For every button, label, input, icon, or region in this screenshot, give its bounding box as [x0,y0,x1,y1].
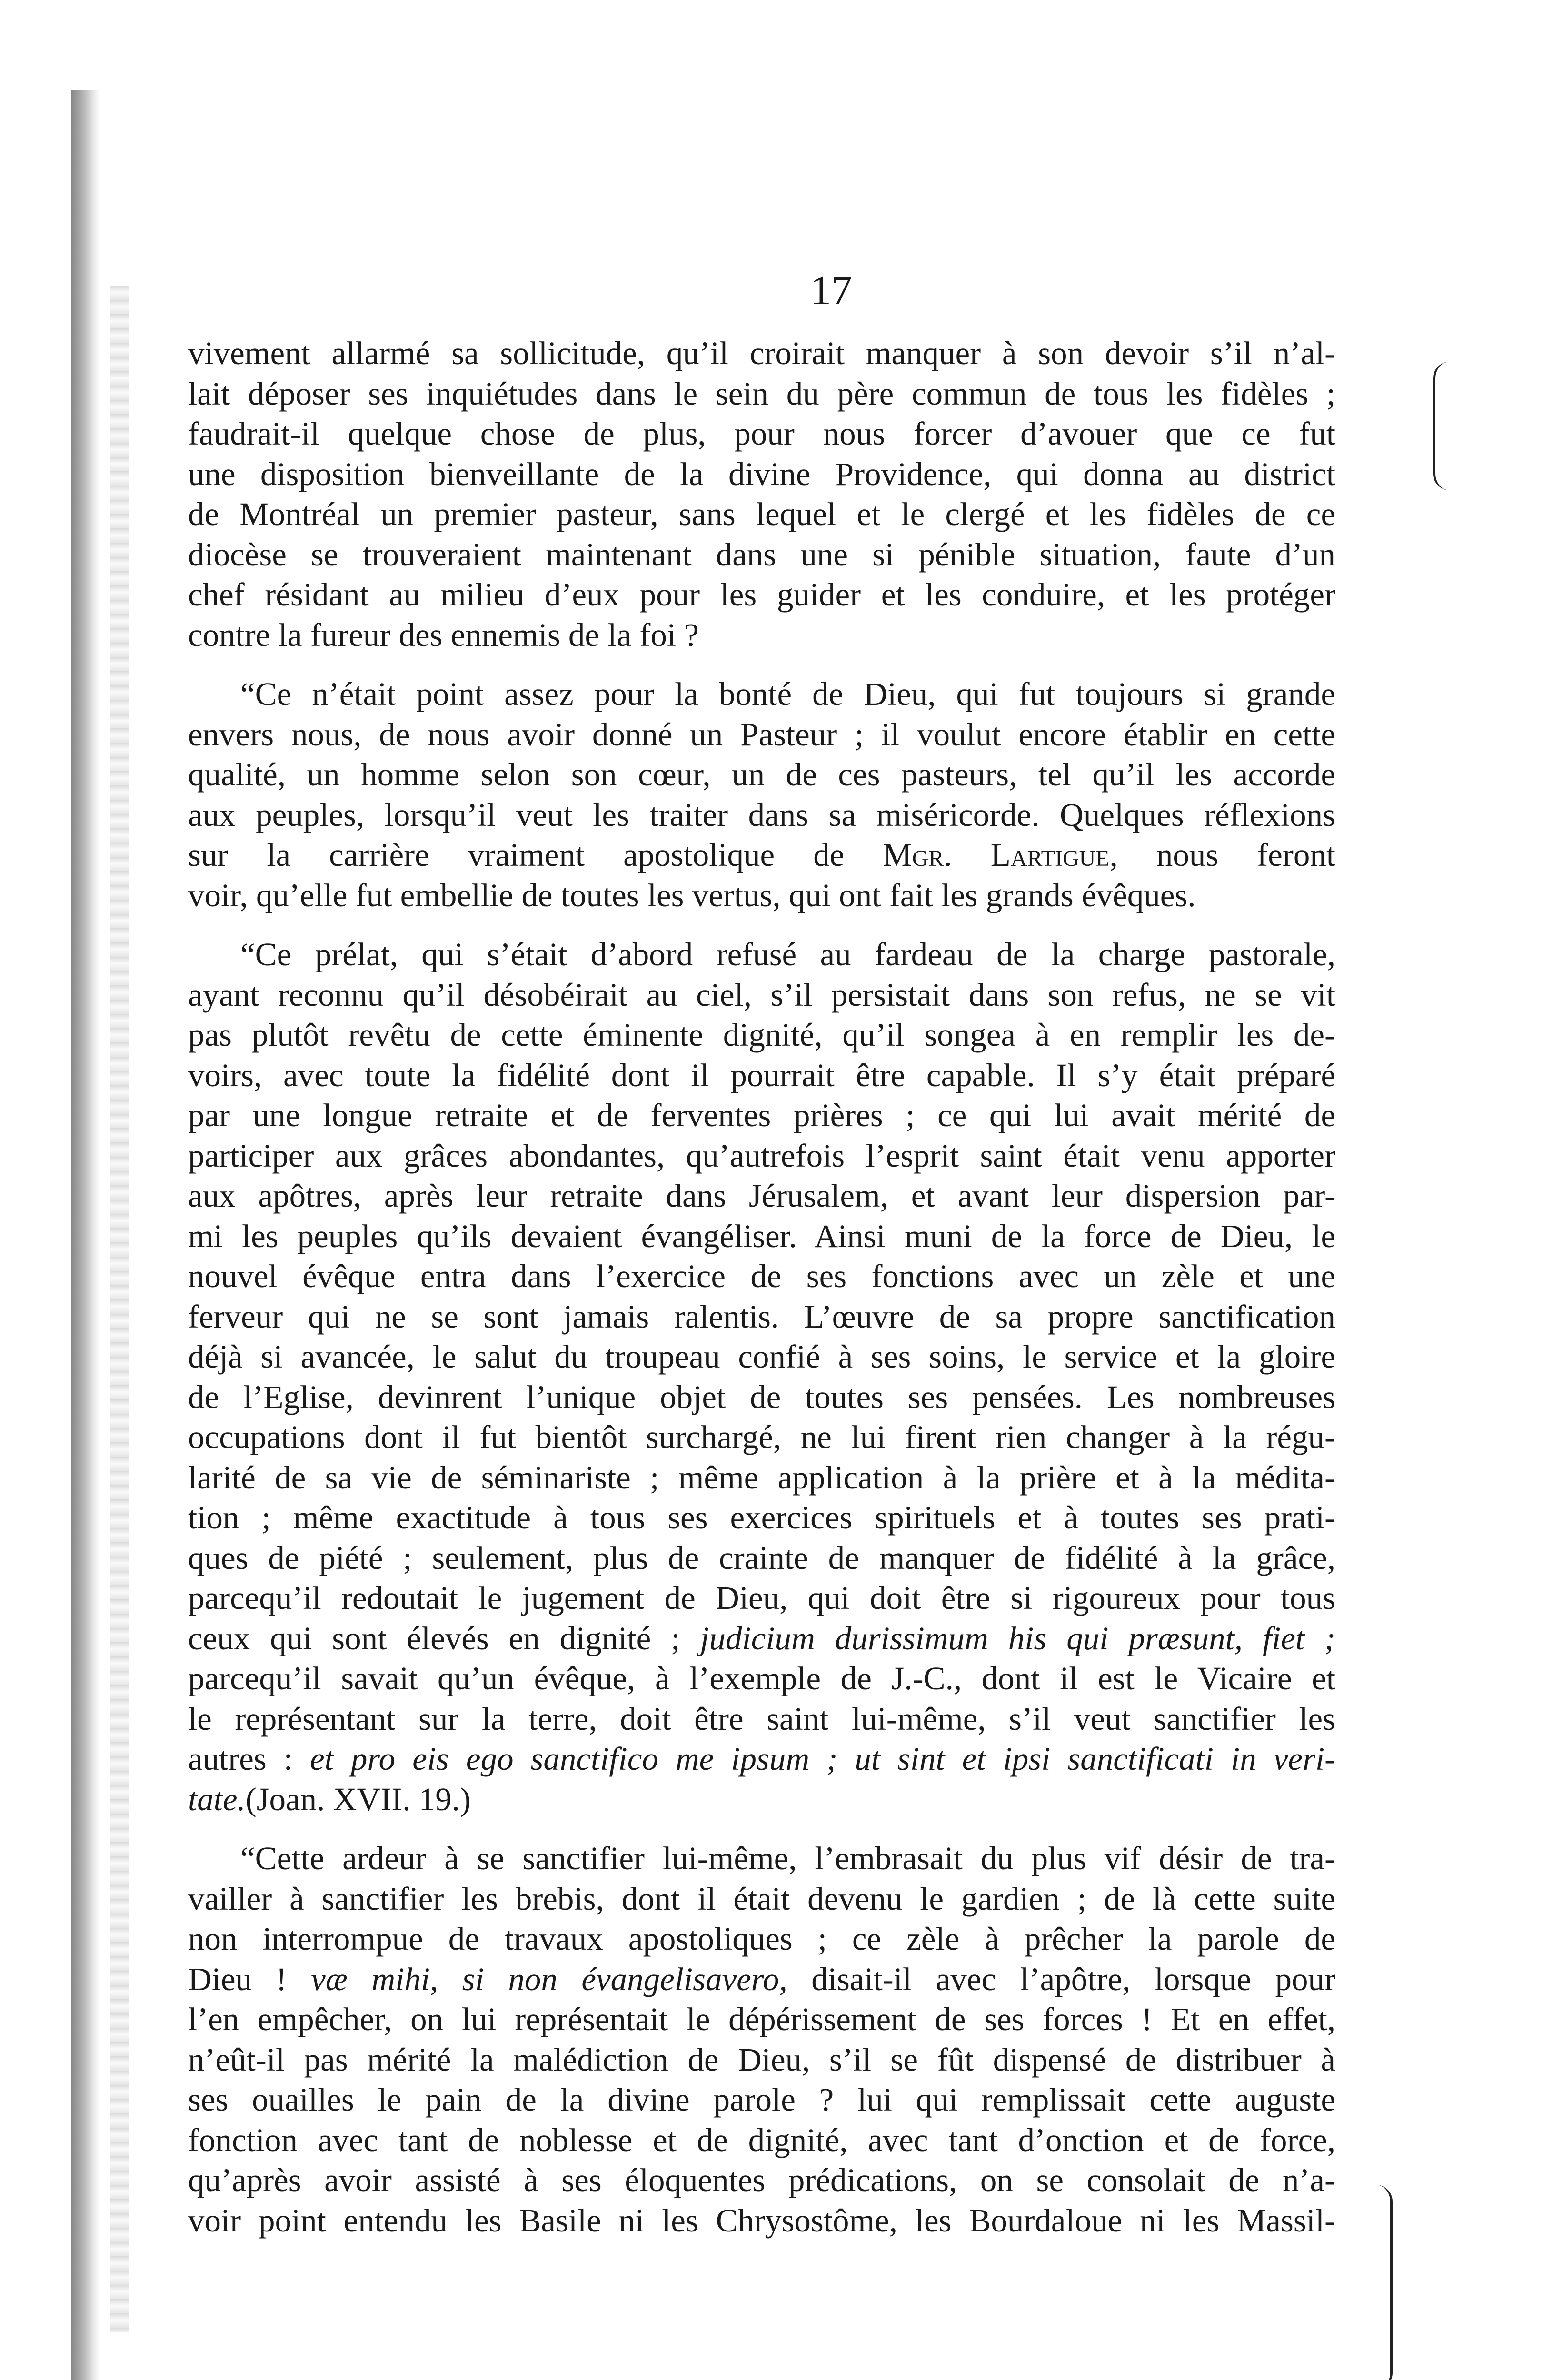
text-line: contre la fureur des ennemis de la foi ? [188,616,699,653]
margin-bracket-mark [1433,362,1450,490]
text-line: le représentant sur la terre, doit être saint lui-même, s’il veut sanctifier les [188,1700,1335,1737]
text-line [188,1779,1335,1820]
text-line: ques de piété ; seulement, plus de crainte de manquer de fidélité à la grâce, [188,1539,1335,1576]
margin-bracket-mark [1376,2185,1393,2380]
text-line: qualité, un homme selon son cœur, un de ces pasteurs, tel qu’il les accorde [188,756,1335,793]
page-binding-texture [110,286,129,2332]
text-line: “Cette ardeur à se sanctifier lui-même, l’embrasait du plus vif désir de tra- [240,1840,1335,1876]
text-line: n’eût-il pas mérité la malédiction de Dieu, s’il se fût dispensé de distribuer à [188,2041,1335,2078]
text-line: ayant reconnu qu’il désobéirait au ciel, s’il persistait dans son refus, ne se vit [188,976,1335,1013]
text-line: aux peuples, lorsqu’il veut les traiter dans sa miséricorde. Quelques réflexions [188,796,1335,833]
person-name: Lartigue, [990,837,1118,873]
text-segment: Dieu ! [188,1961,287,1997]
text-line: “Ce n’était point assez pour la bonté de Dieu, qui fut toujours si grande [240,676,1335,712]
text-line: envers nous, de nous avoir donné un Pasteur ; il voulut encore établir en cette [188,716,1335,753]
text-line: pas plutôt revêtu de cette éminente dignité, qu’il songea à en remplir les de- [188,1017,1335,1053]
body-text [188,333,1335,2241]
text-segment: autres : [188,1741,293,1777]
text-line: participer aux grâces abondantes, qu’autrefois l’esprit saint était venu apporter [188,1137,1335,1174]
text-line: diocèse se trouveraient maintenant dans une si pénible situation, faute d’un [188,536,1335,573]
latin-quote: et pro eis ego sanctifico me ipsum ; ut sint et ipsi sanctificati in veri- [310,1741,1335,1777]
text-segment: nous feront [1156,837,1336,873]
text-line: “Ce prélat, qui s’était d’abord refusé au fardeau de la charge pastorale, [240,936,1335,972]
text-line: larité de sa vie de séminariste ; même application à la prière et à la médita- [188,1459,1335,1496]
text-line: faudrait-il quelque chose de plus, pour nous forcer d’avouer que ce fut [188,416,1335,452]
text-line: mi les peuples qu’ils devaient évangéliser. Ainsi muni de la force de Dieu, le [188,1218,1335,1254]
paragraph-2 [188,674,1335,915]
text-line [188,1618,1335,1659]
text-line [188,1739,1335,1779]
page-number: 17 [810,268,852,314]
scripture-reference: (Joan. XVII. 19.) [245,1781,471,1817]
text-line: nouvel évêque entra dans l’exercice de ses fonctions avec un zèle et une [188,1258,1335,1294]
text-line: non interrompue de travaux apostoliques ; ce zèle à prêcher la parole de [188,1921,1335,1957]
text-line: une disposition bienveillante de la divine Providence, qui donna au district [188,456,1335,492]
text-line: lait déposer ses inquiétudes dans le sein du père commun de tous les fidèles ; [188,375,1335,412]
text-segment: sur la carrière vraiment apostolique de [188,837,845,873]
text-line: fonction avec tant de noblesse et de dignité, avec tant d’onction et de force, [188,2122,1335,2158]
text-line: vivement allarmé sa sollicitude, qu’il croirait manquer à son devoir s’il n’al- [188,335,1335,371]
text-line: parcequ’il savait qu’un évêque, à l’exemple de J.-C., dont il est le Vicaire et [188,1660,1335,1696]
text-line: de Montréal un premier pasteur, sans lequel et le clergé et les fidèles de ce [188,496,1335,532]
text-line: chef résidant au milieu d’eux pour les guider et les conduire, et les protéger [188,576,1335,613]
page-binding-shadow [71,90,100,2380]
latin-quote: judicium durissimum his qui præsunt, fiet ; [700,1620,1336,1656]
text-line: ses ouailles le pain de la divine parole ? lui qui remplissait cette auguste [188,2082,1335,2118]
text-line: parcequ’il redoutait le jugement de Dieu, qui doit être si rigoureux pour tous [188,1580,1335,1616]
honorific: Mgr. [883,837,952,873]
text-segment: disait-il avec l’apôtre, lorsque pour [811,1961,1335,1997]
text-line [188,835,1335,875]
text-line: qu’après avoir assisté à ses éloquentes prédications, on se consolait de n’a- [188,2162,1335,2198]
text-line: voir point entendu les Basile ni les Chrysostôme, les Bourdaloue ni les Massil- [188,2202,1335,2239]
text-segment: ceux qui sont élevés en dignité ; [188,1620,680,1656]
text-line: occupations dont il fut bientôt surchargé, ne lui firent rien changer à la régu- [188,1419,1335,1455]
text-line [188,1959,1335,2000]
text-line: voirs, avec toute la fidélité dont il pourrait être capable. Il s’y était préparé [188,1057,1335,1093]
text-line: l’en empêcher, on lui représentait le dépérissement de ses forces ! Et en effet, [188,2001,1335,2037]
text-line: vailler à sanctifier les brebis, dont il était devenu le gardien ; de là cette suite [188,1880,1335,1917]
text-line: aux apôtres, après leur retraite dans Jérusalem, et avant leur dispersion par- [188,1178,1335,1214]
paragraph-3 [188,934,1335,1819]
latin-quote: væ mihi, si non évangelisavero, [311,1961,787,1997]
text-line: par une longue retraite et de ferventes prières ; ce qui lui avait mérité de [188,1097,1335,1133]
text-line: tion ; même exactitude à tous ses exercices spirituels et à toutes ses prati- [188,1499,1335,1536]
text-line: voir, qu’elle fut embellie de toutes les vertus, qui ont fait les grands évêques. [188,877,1196,913]
text-line: de l’Eglise, devinrent l’unique objet de toutes ses pensées. Les nombreuses [188,1378,1335,1415]
latin-quote: tate. [188,1781,246,1817]
text-line: ferveur qui ne se sont jamais ralentis. L’œuvre de sa propre sanctification [188,1298,1335,1335]
paragraph-4 [188,1838,1335,2241]
text-line: déjà si avancée, le salut du troupeau confié à ses soins, le service et la gloire [188,1339,1335,1375]
paragraph-1 [188,333,1335,655]
